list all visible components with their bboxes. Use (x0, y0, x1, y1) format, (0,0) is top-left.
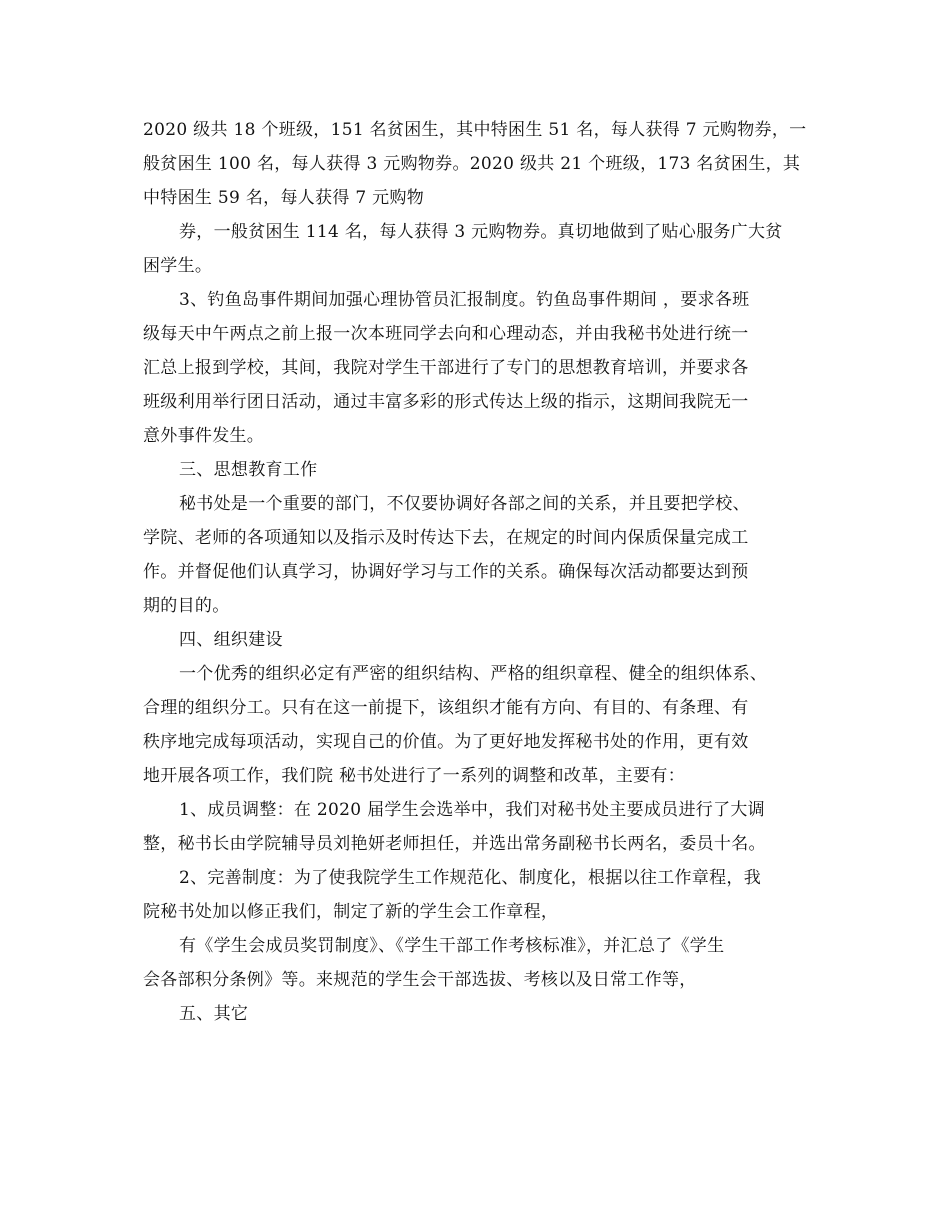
text-line: 院秘书处加以修正我们，制定了新的学生会工作章程， (143, 902, 559, 922)
text-line: 券，一般贫困生 114 名，每人获得 3 元购物券。真切地做到了贴心服务广大贫 (179, 222, 783, 242)
text-line: 中特困生 59 名，每人获得 7 元购物 (143, 188, 425, 208)
text-line: 班级利用举行团日活动，通过丰富多彩的形式传达上级的指示，这期间我院无一 (143, 392, 749, 412)
text-line: 2020 级共 18 个班级，151 名贫困生，其中特困生 51 名，每人获得 7 元购物券，一 (143, 120, 807, 140)
text-line: 秘书处是一个重要的部门，不仅要协调好各部之间的关系，并且要把学校、 (179, 494, 750, 514)
text-line: 四、组织建设 (179, 630, 283, 650)
text-line: 般贫困生 100 名，每人获得 3 元购物券。2020 级共 21 个班级，173 名贫困生，其 (143, 154, 801, 174)
text-line: 五、其它 (179, 1004, 249, 1024)
text-line: 秩序地完成每项活动，实现自己的价值。为了更好地发挥秘书处的作用，更有效 (143, 732, 749, 752)
text-line: 3、钓鱼岛事件期间加强心理协管员汇报制度。钓鱼岛事件期间 ，要求各班 (179, 290, 750, 310)
text-line: 三、思想教育工作 (179, 460, 318, 480)
text-line: 整，秘书长由学院辅导员刘艳妍老师担任，并选出常务副秘书长两名，委员十名。 (143, 834, 766, 854)
text-line: 一个优秀的组织必定有严密的组织结构、严格的组织章程、健全的组织体系、 (179, 664, 768, 684)
text-line: 意外事件发生。 (143, 426, 265, 446)
text-line: 汇总上报到学校，其间，我院对学生干部进行了专门的思想教育培训，并要求各 (143, 358, 749, 378)
document-body (143, 113, 811, 1031)
text-line: 2、完善制度：为了使我院学生工作规范化、制度化，根据以往工作章程，我 (179, 868, 762, 888)
text-line: 合理的组织分工。只有在这一前提下，该组织才能有方向、有目的、有条理、有 (143, 698, 749, 718)
text-line: 期的目的。 (143, 596, 230, 616)
text-line: 1、成员调整：在 2020 届学生会选举中，我们对秘书处主要成员进行了大调 (179, 800, 765, 820)
text-line: 作。并督促他们认真学习，协调好学习与工作的关系。确保每次活动都要达到预 (143, 562, 749, 582)
text-line: 地开展各项工作，我们院 秘书处进行了一系列的调整和改革，主要有： (143, 766, 686, 786)
text-line: 困学生。 (143, 256, 213, 276)
text-line: 有《学生会成员奖罚制度》、《学生干部工作考核标准》，并汇总了《学生 (179, 936, 725, 956)
text-line: 学院、老师的各项通知以及指示及时传达下去，在规定的时间内保质保量完成工 (143, 528, 749, 548)
text-line: 会各部积分条例》等。来规范的学生会干部选拔、考核以及日常工作等， (143, 970, 697, 990)
text-line: 级每天中午两点之前上报一次本班同学去向和心理动态，并由我秘书处进行统一 (143, 324, 749, 344)
